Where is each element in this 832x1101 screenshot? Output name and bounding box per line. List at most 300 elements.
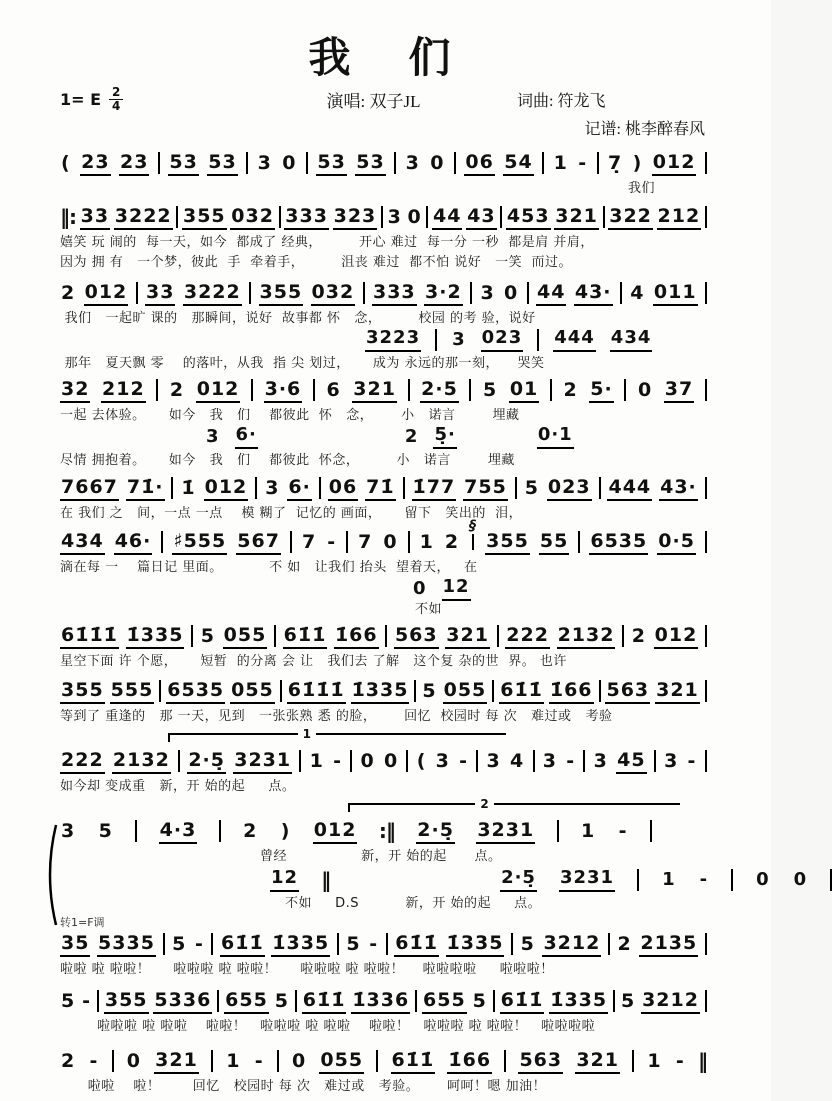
note-group: - [699, 868, 709, 890]
note-group: 3 [542, 750, 557, 773]
note-group: 1̇335 [351, 679, 410, 704]
barline [211, 933, 213, 955]
volta-2-bracket [348, 797, 680, 812]
note-group: 61̇1̇ [499, 679, 544, 704]
note-group: 0 [756, 868, 770, 890]
barline [191, 625, 193, 647]
note-group: 3·6 [264, 378, 303, 403]
repeat-barline: :‖ [378, 819, 395, 844]
barline [406, 750, 408, 772]
note-group: 37 [664, 378, 694, 403]
note-group: 012 [196, 378, 241, 403]
note-group: 1̇77 [412, 476, 457, 501]
page-title: 我 们 [308, 36, 459, 82]
note-group: ) [632, 152, 643, 175]
segno-glyph: § [469, 518, 477, 535]
note-group: 0 [430, 152, 445, 175]
barline [277, 1050, 279, 1072]
note-group: 1 [309, 750, 324, 773]
note-group: 453 [506, 205, 551, 230]
system-3 [60, 279, 707, 372]
note-group: 032 [311, 281, 356, 306]
note-group: 1 [647, 1050, 662, 1073]
barline [603, 206, 605, 228]
barline [705, 750, 707, 772]
notes-row [60, 474, 707, 502]
lyrics-row: 我们 一起旷 课的 那瞬间，说好 故事都 怀 念， 校园 的考 验，说好 [60, 311, 536, 327]
barline [178, 750, 180, 772]
lyrics-row: 我们 [627, 181, 655, 197]
note-group: 3 [206, 425, 220, 447]
note-group: 61̇1̇ [391, 1049, 436, 1074]
note-group: 3222 [183, 281, 242, 306]
note-group: 222 [505, 624, 550, 649]
note-group: 2·5̣ [416, 819, 455, 844]
barline [705, 625, 707, 647]
note-group: 355 [104, 989, 149, 1014]
note-group: 6 [326, 379, 341, 402]
note-group: 055 [319, 1049, 364, 1074]
barline [156, 379, 158, 401]
notes-row [60, 987, 707, 1015]
note-group: 4 [630, 282, 645, 305]
lyrics-row: 不如 D.S 新，开 始的起 点。 [285, 896, 542, 912]
note-group: 3231 [233, 749, 292, 774]
barline [363, 282, 365, 304]
note-group: 355 [60, 679, 105, 704]
lyrics-row: 尽情 拥抱着。 如今 我 们 都彼此 怀念， 小 诺言 埋藏 [60, 453, 515, 469]
note-group: 5 [520, 933, 535, 956]
barline [476, 750, 478, 772]
note-group: 4·3 [159, 819, 198, 844]
note-group: 0 [413, 577, 427, 599]
note-group: 3 [480, 282, 495, 305]
note-group: 53 [168, 151, 198, 176]
note-group: 323 [333, 205, 378, 230]
lyrics-row: 一起 去体验。 如今 我 们 都彼此 怀 念， 小 诺言 埋藏 [60, 408, 520, 424]
note-group: 0 [282, 152, 297, 175]
note-group: - [333, 750, 342, 773]
barline [637, 869, 639, 891]
barline [613, 990, 615, 1012]
barline [426, 206, 428, 228]
note-group: 212 [101, 378, 146, 403]
note-group: - [618, 820, 628, 843]
note-group: 61̇1̇ [500, 989, 545, 1014]
time-numerator: 2 [112, 85, 121, 100]
note-group: 355 [182, 205, 227, 230]
barline [246, 152, 248, 174]
note-group: 012 [313, 819, 358, 844]
note-group: 2 [243, 820, 258, 843]
note-group: 434 [60, 530, 105, 555]
volta-1-bracket [168, 727, 506, 742]
barline [274, 625, 276, 647]
note-group: - [327, 531, 337, 554]
barline [112, 1050, 114, 1072]
lyrics-row: 如今却 变成重 新，开 始的起 点。 [60, 779, 296, 795]
note-group: 46· [114, 530, 153, 555]
note-group: 43· [659, 476, 698, 501]
note-group: 3222 [114, 205, 173, 230]
note-group: 23 [80, 151, 110, 176]
lyrics-row: 不如 [415, 602, 443, 618]
note-group: 3 [664, 750, 679, 773]
barline [492, 680, 494, 702]
barline [158, 152, 160, 174]
note-group: 444 [607, 476, 652, 501]
note-group: 0 [383, 531, 398, 554]
note-group: 1̇66 [549, 679, 594, 704]
note-group: 53 [207, 151, 237, 176]
note-group: 011 [653, 281, 698, 306]
lyrics-row: 因为 拥 有 一个梦，彼此 手 牵着手， 沮丧 难过 都不怕 说好 一笑 而过。 [60, 255, 572, 271]
note-group: 3223 [365, 327, 421, 352]
note-group: 0·5 [657, 530, 696, 555]
barline [705, 933, 707, 955]
note-group: 5 [422, 680, 437, 703]
note-group: 61̇1̇1̇ [60, 624, 119, 649]
note-group: 2 [404, 425, 419, 447]
note-group: 06 [464, 151, 494, 176]
barline [654, 750, 656, 772]
barline [705, 680, 707, 702]
note-group: 0 [126, 1050, 141, 1073]
note-group: 5· [589, 378, 613, 403]
note-group: 1̇335 [446, 932, 505, 957]
barline [472, 534, 474, 550]
note-group: 5 [172, 933, 187, 956]
note-group: 321 [575, 1049, 620, 1074]
note-group: - [254, 1050, 264, 1073]
note-group: 45 [616, 749, 646, 774]
system-2 [60, 203, 707, 271]
note-group: 1̇336 [351, 989, 410, 1014]
barline [408, 531, 410, 553]
note-group: 321 [352, 378, 397, 403]
note-group: 012 [654, 624, 699, 649]
barline [705, 990, 707, 1012]
note-group: 6535 [589, 530, 648, 555]
note-group: 2 [61, 282, 76, 305]
note-group: 321 [554, 205, 599, 230]
system-5 [60, 474, 707, 522]
lyrics-row: 曾经 新，开 始的起 点。 [260, 849, 502, 865]
note-group: 0 [360, 750, 375, 773]
system-6 [60, 518, 707, 618]
note-group: 61̇1̇ [220, 932, 265, 957]
note-group: 5 [274, 990, 289, 1013]
notes-row [60, 279, 707, 307]
note-group: 2135 [639, 932, 698, 957]
performer-credit: 演唱: 双子JL [326, 91, 421, 111]
note-group: 212 [657, 205, 702, 230]
repeat-barline: ‖: [60, 205, 76, 230]
ending-brace [42, 823, 58, 927]
barline [705, 206, 707, 228]
barline [511, 933, 513, 955]
barline [597, 152, 599, 174]
barline [249, 282, 251, 304]
note-group: 55 [539, 530, 569, 555]
lyrics-row: 等到了 重逢的 那 一天，见到 一张张熟 悉 的脸， 回忆 校园时 每 次 难过或 考验 [60, 709, 613, 725]
note-group: 3231 [559, 867, 615, 892]
barline [97, 990, 99, 1012]
note-group: 1̇66 [334, 624, 379, 649]
barline [650, 820, 652, 842]
note-group: - [459, 750, 469, 773]
barline [497, 625, 499, 647]
barline [159, 680, 161, 702]
note-group: 3 [387, 206, 402, 229]
barline [295, 990, 297, 1012]
note-group: 5 [524, 477, 539, 500]
note-group: 6· [287, 476, 311, 501]
note-group: 055 [443, 679, 488, 704]
note-group: 2·5̣ [187, 749, 226, 774]
note-group: 655 [224, 989, 269, 1014]
barline [550, 379, 552, 401]
note-group: 355 [259, 281, 304, 306]
barline [527, 282, 529, 304]
barline [279, 206, 281, 228]
note-group: 3 [61, 820, 76, 843]
notes-row [60, 930, 707, 958]
barline [219, 820, 221, 842]
note-group: 5 [483, 379, 498, 402]
note-group: 2132 [557, 624, 616, 649]
note-group: 222 [60, 749, 105, 774]
note-group: 5 [472, 990, 487, 1013]
system-12 [60, 930, 707, 978]
note-group: 3 [486, 750, 501, 773]
note-group: 53 [355, 151, 385, 176]
note-group: 5̣· [433, 424, 456, 449]
barline [313, 379, 315, 401]
note-group: - [675, 1050, 685, 1073]
segno-icon [469, 518, 476, 550]
note-group: 6· [235, 424, 258, 449]
lyrics-row: 啦啦 啦 啦啦！ 啦啦啦 啦 啦啦！ 啦啦啦 啦 啦啦！ 啦啦啦啦 啦啦啦！ [60, 962, 554, 978]
note-group: 032 [230, 205, 275, 230]
barline [350, 750, 352, 772]
barline [306, 152, 308, 174]
note-group: - [578, 152, 588, 175]
note-group: 2·5̣ [500, 867, 537, 892]
barline [381, 206, 383, 228]
note-group: 1̇335 [271, 932, 330, 957]
note-group: - [194, 933, 204, 956]
note-group: 023 [481, 327, 524, 352]
note-group: 1̇335 [126, 624, 185, 649]
note-group: 0 [504, 282, 519, 305]
pickup-notes-row [412, 576, 471, 601]
note-group: ♯555 [172, 530, 227, 555]
note-group: 5 [61, 990, 76, 1013]
note-group: 0 [793, 868, 808, 890]
note-group: 2 [617, 933, 632, 956]
notes-row [60, 518, 707, 556]
note-group: 53 [316, 151, 346, 176]
system-9 [60, 727, 707, 795]
note-group: 5336 [153, 989, 212, 1014]
note-group: 5 [346, 933, 361, 956]
note-group: 1̇66 [447, 1049, 492, 1074]
volta-1-label: 1 [298, 727, 316, 741]
lyrics-row: 星空下面 许 个愿， 短暂 的分离 会 让 我们去 了解 这个复 杂的世 界。 也许 [60, 654, 567, 670]
note-group: 2132 [112, 749, 171, 774]
note-group: 33 [80, 205, 110, 230]
note-group: 7 [301, 531, 317, 554]
note-group: 2 [169, 379, 185, 402]
note-group: - [82, 990, 92, 1013]
volta-2-label: 2 [475, 797, 493, 811]
lyrics-row: 滴在每 一 篇日记 里面。 不 如 让我们 抬头 望着天， 在 [60, 560, 478, 576]
note-group: ( [416, 750, 427, 773]
barline [599, 680, 601, 702]
note-group: 1 [580, 820, 596, 843]
note-group: 0 [637, 379, 653, 402]
note-group: 3 [435, 750, 450, 773]
barline [135, 820, 137, 842]
time-denominator: 4 [109, 99, 123, 113]
note-group: ( [61, 152, 71, 175]
system-11 [60, 867, 808, 912]
barline [386, 933, 388, 955]
system-4 [60, 376, 707, 469]
note-group: ) [280, 820, 291, 843]
note-group: 2 [444, 531, 460, 554]
note-group: 3·2 [424, 281, 463, 306]
note-group: 06 [328, 476, 358, 501]
barline [500, 206, 502, 228]
notes-row [270, 867, 832, 892]
note-group: 33 [145, 281, 175, 306]
barline [299, 750, 301, 772]
note-group: 35 [60, 932, 90, 957]
barline [537, 329, 539, 351]
notes-row [60, 376, 707, 404]
note-group: 055 [230, 679, 275, 704]
note-group: 2 [61, 1050, 76, 1073]
barline [290, 531, 292, 553]
barline [542, 152, 544, 174]
note-group: 3 [265, 477, 280, 500]
barline [705, 477, 707, 499]
barline [632, 1050, 634, 1072]
system-14 [60, 1047, 707, 1095]
note-group: 333 [372, 281, 417, 306]
barline [493, 990, 495, 1012]
barline [217, 990, 219, 1012]
system-1 [60, 149, 707, 197]
system-13 [60, 987, 707, 1035]
note-group: 321 [655, 679, 700, 704]
note-group: 44 [536, 281, 566, 306]
lyrics-row: 在 我们 之 间，一点 一点 模 糊了 记忆的 画面， 留下 笑出的 泪， [60, 506, 523, 522]
note-group: - [89, 1050, 99, 1073]
note-group: 2 [631, 625, 647, 648]
note-group: 61̇1̇ [394, 932, 439, 957]
note-group: 321 [445, 624, 490, 649]
barline [408, 379, 410, 401]
barline [515, 477, 517, 499]
note-group: 4 [510, 750, 525, 773]
note-group: 5 [98, 820, 113, 843]
barline [504, 1050, 506, 1072]
barline [705, 379, 707, 401]
barline [533, 750, 535, 772]
final-barline: ‖ [697, 1049, 707, 1074]
note-group: 0·1 [537, 424, 574, 449]
note-group: 322 [608, 205, 653, 230]
note-group: 7667 [60, 476, 119, 501]
note-group: 1̇335 [549, 989, 608, 1014]
barline [171, 477, 173, 499]
barline [624, 379, 626, 401]
barline [136, 282, 138, 304]
barline [255, 477, 257, 499]
lyrics-row: 啦啦 啦！ 回忆 校园时 每 次 难过或 考验。 呵呵！嗯 加油！ [60, 1079, 547, 1095]
note-group: 71̇· [126, 476, 165, 501]
key-signature [60, 86, 230, 112]
barline [319, 477, 321, 499]
second-voice-notes-row [365, 327, 652, 352]
note-group: 32 [60, 378, 90, 403]
note-group: 61̇1̇ [302, 989, 347, 1014]
note-group: - [369, 933, 379, 956]
note-group: 434 [610, 327, 653, 352]
note-group: 563 [605, 679, 650, 704]
note-group: 012 [204, 476, 249, 501]
barline [705, 282, 707, 304]
note-group: 54 [503, 151, 533, 176]
barline [469, 379, 471, 401]
note-group: 43 [466, 205, 496, 230]
composer-credit: 词曲: 符龙飞 [517, 92, 606, 110]
notes-row [60, 622, 707, 650]
note-group: - [566, 750, 576, 773]
barline [337, 933, 339, 955]
note-group: 2 [563, 379, 578, 402]
time-signature [109, 86, 123, 112]
barline [280, 680, 282, 702]
barline [705, 531, 707, 553]
note-group: 0 [291, 1050, 307, 1073]
note-group: 3212 [542, 932, 601, 957]
note-group: 755 [463, 476, 508, 501]
note-group: 43· [574, 281, 613, 306]
barline [620, 282, 622, 304]
barline [454, 152, 456, 174]
note-group: 2·5 [420, 378, 459, 403]
barline [599, 477, 601, 499]
barline [578, 531, 580, 553]
notes-row [60, 149, 707, 177]
note-group: 321 [154, 1049, 199, 1074]
barline [161, 531, 163, 553]
note-group: 6535 [166, 679, 225, 704]
second-voice-notes-row [205, 424, 574, 449]
note-group: 1 [226, 1050, 241, 1073]
note-group: 7̣ [608, 152, 623, 175]
note-group: 563 [394, 624, 439, 649]
note-group: 444 [553, 327, 596, 352]
barline [470, 282, 472, 304]
notes-row [60, 203, 707, 231]
note-group: 3231 [476, 819, 535, 844]
transcriber-credit: 记谱: 桃李醉春风 [584, 121, 705, 139]
